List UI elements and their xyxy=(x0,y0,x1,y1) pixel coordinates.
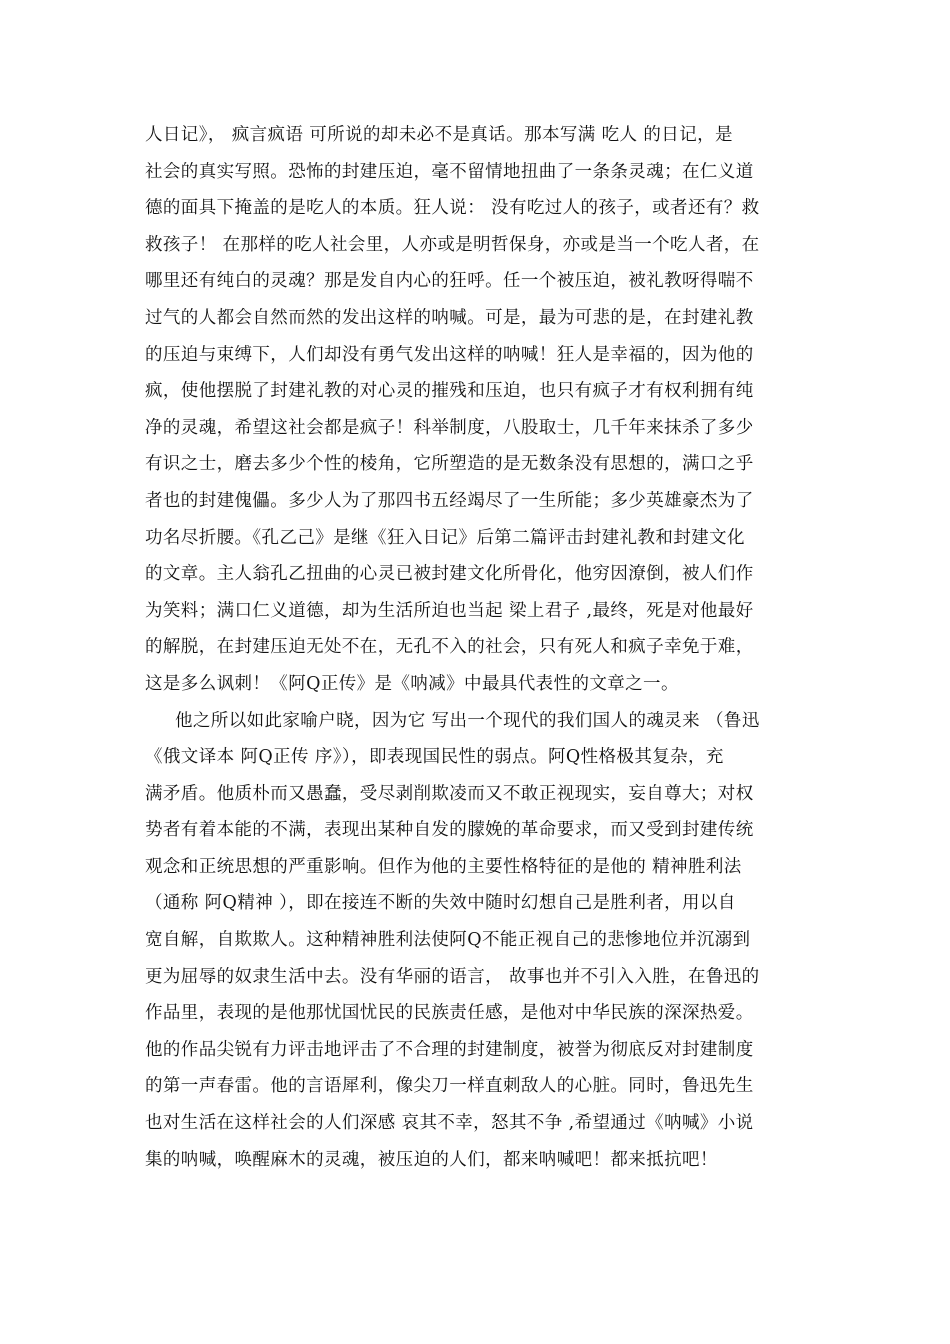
text-line: 过气的人都会自然而然的发出这样的呐喊。可是，最为可悲的是，在封建礼教 xyxy=(145,307,754,328)
text-line: 宽自解，自欺欺人。这种精神胜利法使阿Q不能正视自己的悲惨地位并沉溺到 xyxy=(145,930,751,951)
text-line: 人日记》， 疯言疯语 可所说的却未必不是真话。那本写满 吃人 的日记，是 xyxy=(145,125,733,145)
text-line: 集的呐喊，唤醒麻木的灵魂，被压迫的人们，都来呐喊吧！都来抵抗吧！ xyxy=(145,1149,718,1170)
text-line: （通称 阿Q精神 ），即在接连不断的失效中随时幻想自己是胜利者，用以自 xyxy=(145,893,736,914)
text-line: 观念和正统思想的严重影响。但作为他的主要性格特征的是他的 精神胜利法 xyxy=(145,856,742,877)
text-line: 更为屈辱的奴隶生活中去。没有华丽的语言， 故事也并不引入入胜，在鲁迅的 xyxy=(145,966,760,987)
text-line: 有识之士，磨去多少个性的棱角，它所塑造的是无数条没有思想的，满口之乎 xyxy=(145,454,754,475)
text-line: 他之所以如此家喻户晓，因为它 写出一个现代的我们国人的魂灵来 （鲁迅 xyxy=(175,710,760,731)
text-line: 净的灵魂，希望这社会都是疯子！科举制度，八股取士，几千年来抹杀了多少 xyxy=(145,417,754,438)
text-line: 疯，使他摆脱了封建礼教的对心灵的摧残和压迫，也只有疯子才有权利拥有纯 xyxy=(145,381,754,402)
text-line: 作品里，表现的是他那忧国忧民的民族责任感，是他对中华民族的深深热爱。 xyxy=(145,1003,754,1024)
text-line: 哪里还有纯白的灵魂？那是发自内心的狂呼。任一个被压迫，被礼教呀得喘不 xyxy=(145,271,754,292)
text-line: 也对生活在这样社会的人们深感 哀其不幸，怒其不争 ,希望通过《呐喊》小说 xyxy=(145,1113,754,1134)
text-line: 势者有着本能的不满，表现出某种自发的朦娩的革命要求，而又受到封建传统 xyxy=(145,820,754,841)
text-line: 为笑料；满口仁义道德，却为生活所迫也当起 梁上君子 ,最终，死是对他最好 xyxy=(145,600,754,621)
text-line: 的解脱，在封建压迫无处不在，无孔不入的社会，只有死人和疯子幸免于难， xyxy=(145,637,754,658)
text-line: 《俄文译本 阿Q正传 序》），即表现国民性的弱点。阿Q性格极其复杂，充 xyxy=(145,747,724,768)
text-line: 社会的真实写照。恐怖的封建压迫，毫不留情地扭曲了一条条灵魂；在仁义道 xyxy=(145,161,754,182)
text-line: 者也的封建傀儡。多少人为了那四书五经竭尽了一生所能；多少英雄豪杰为了 xyxy=(145,490,754,511)
text-line: 这是多么讽刺！《阿Q正传》是《呐减》中最具代表性的文章之一。 xyxy=(145,673,679,694)
text-line: 满矛盾。他质朴而又愚蠢，受尽剥削欺凌而又不敢正视现实，妄自尊大；对权 xyxy=(145,783,754,804)
paragraph-1 xyxy=(145,117,810,703)
text-line: 他的作品尖锐有力评击地评击了不合理的封建制度，被誉为彻底反对封建制度 xyxy=(145,1039,754,1060)
text-line: 的第一声春雷。他的言语犀利，像尖刀一样直刺敌人的心脏。同时，鲁迅先生 xyxy=(145,1076,754,1097)
body-text xyxy=(145,117,810,1178)
text-line: 功名尽折腰。《孔乙己》是继《狂入日记》后第二篇评击封建礼教和封建文化 xyxy=(145,527,745,548)
paragraph-2 xyxy=(145,703,810,1179)
text-line: 的文章。主人翁孔乙扭曲的心灵已被封建文化所骨化，他穷因潦倒，被人们作 xyxy=(145,564,754,585)
text-line: 德的面具下掩盖的是吃人的本质。狂人说： 没有吃过人的孩子，或者还有？救 xyxy=(145,198,760,219)
text-line: 的压迫与束缚下，人们却没有勇气发出这样的呐喊！狂人是幸福的，因为他的 xyxy=(145,344,754,365)
text-line: 救孩子！ 在那样的吃人社会里，人亦或是明哲保身，亦或是当一个吃人者，在 xyxy=(145,234,760,255)
